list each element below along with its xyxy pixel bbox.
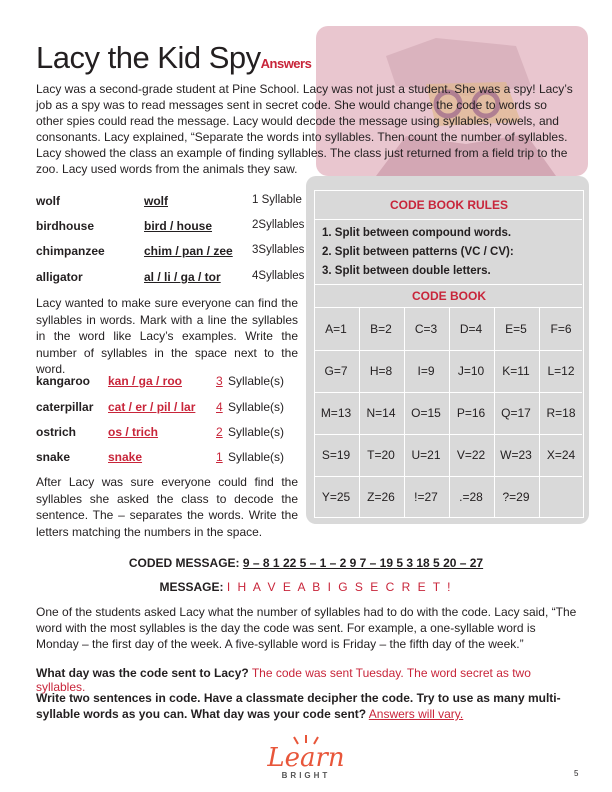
exercise-split-answer[interactable]: kan / ga / roo <box>108 374 183 388</box>
code-book-cell: Q=17 <box>501 406 531 420</box>
grid-line <box>494 308 495 518</box>
page-title <box>36 40 311 76</box>
message-answer[interactable]: I H A V E A B I G S E C R E T ! <box>226 580 453 594</box>
answers-tag: Answers <box>260 56 312 71</box>
syllable-count: 3Syllables <box>252 244 305 256</box>
exercise-word: ostrich <box>36 425 77 439</box>
syllable-count: 4Syllables <box>252 270 305 282</box>
exercise-count-answer[interactable]: 2 <box>216 425 223 439</box>
grid-line <box>449 308 450 518</box>
code-book-cell: N=14 <box>366 406 396 420</box>
message-label: MESSAGE: <box>159 580 224 594</box>
word-split: bird / house <box>144 219 213 233</box>
code-book-cell: S=19 <box>321 448 351 462</box>
coded-message-digits: 9 – 8 1 22 5 – 1 – 2 9 7 – 19 5 3 18 5 20 – 27 <box>242 556 484 570</box>
code-book-cell: I=9 <box>417 364 435 378</box>
code-book-cell: G=7 <box>324 364 348 378</box>
word-list-row <box>36 244 306 260</box>
question-2-text: Write two sentences in code. Have a classmate decipher the code. Try to use as many multi-syllable words as you can. What day was your code sent? <box>36 691 561 721</box>
question-1-answer[interactable]: The code was sent Tuesday. The word secret as two syllables. <box>36 666 531 694</box>
code-book-cell: T=20 <box>367 448 395 462</box>
code-book-cell: V=22 <box>456 448 486 462</box>
exercise-word: caterpillar <box>36 400 94 414</box>
word-list-row <box>36 270 306 286</box>
code-book-cell: M=13 <box>320 406 352 420</box>
grid-line <box>359 308 360 518</box>
grid-line <box>314 350 582 351</box>
instructions-paragraph: Lacy wanted to make sure everyone can find the syllables in words. Mark with a line the syllables in the word like Lacy’s examples. Write the number of syllables in the space next to the word. <box>36 296 298 376</box>
code-book-cell: P=16 <box>456 406 486 420</box>
exercise-unit: Syllable(s) <box>228 450 285 464</box>
rule-item: 1. Split between compound words. <box>322 227 512 239</box>
question-2 <box>36 690 580 722</box>
word: alligator <box>36 270 83 284</box>
code-book-cell: ?=29 <box>502 490 530 504</box>
word-list-row <box>36 194 306 210</box>
code-book-cell: Z=26 <box>367 490 395 504</box>
coded-message <box>0 556 612 570</box>
code-book-cell: E=5 <box>505 322 527 336</box>
exercise-unit: Syllable(s) <box>228 374 285 388</box>
code-book-cell: K=11 <box>502 364 530 378</box>
grid-line <box>314 434 582 435</box>
code-book-cell: Y=25 <box>321 490 351 504</box>
intro-paragraph: Lacy was a second-grade student at Pine School. Lacy was not just a student. She was a spy! Lacy’s job as a spy was to read messages sent in secret code. She would change the code to words so other spies could read the message. Lacy would decode the message using syllables, vowels, and consonants. Lacy explained, “Separate the words into syllables. Then count the number of syllables. Lacy showed the class an example of finding syllables. The class just returned from a field trip to the zoo. Lacy used words from the animals they saw. <box>36 82 573 176</box>
code-book-rules-title: CODE BOOK RULES <box>389 198 508 212</box>
grid-line <box>404 308 405 518</box>
grid-line <box>314 476 582 477</box>
code-book-cell: R=18 <box>546 406 576 420</box>
rule-item: 2. Split between patterns (VC / CV): <box>322 246 514 258</box>
syllable-day-paragraph: One of the students asked Lacy what the number of syllables had to do with the code. Lacy said, “The word with the most syllables is the day the code was sent. For example, a one-syllable word is Monday – the first day of the week. A five-syllable word is Friday – the fifth day of the week.” <box>36 605 577 651</box>
word-split: al / li / ga / tor <box>144 270 221 284</box>
code-book-cell: A=1 <box>325 322 347 336</box>
exercise-split-answer[interactable]: snake <box>108 450 143 464</box>
divider <box>314 219 582 220</box>
code-book-cell: L=12 <box>547 364 575 378</box>
code-book-cell: F=6 <box>550 322 572 336</box>
word-list-row <box>36 219 306 235</box>
code-book-cell: U=21 <box>411 448 441 462</box>
word: chimpanzee <box>36 244 105 258</box>
syllable-count: 1 Syllable <box>252 194 302 206</box>
exercise-word: kangaroo <box>36 374 91 388</box>
exercise-count-answer[interactable]: 3 <box>216 374 223 388</box>
code-book-cell: J=10 <box>457 364 485 378</box>
word: wolf <box>36 194 60 208</box>
rule-item: 3. Split between double letters. <box>322 265 491 277</box>
code-book-cell: .=28 <box>459 490 483 504</box>
code-book-cell: X=24 <box>546 448 576 462</box>
title-text: Lacy the Kid Spy <box>36 40 261 75</box>
question-2-answer[interactable]: Answers will vary. <box>368 707 464 721</box>
exercise-row <box>36 400 306 416</box>
exercise-count-answer[interactable]: 1 <box>216 450 223 464</box>
code-book-cell: H=8 <box>369 364 393 378</box>
code-book-cell: W=23 <box>500 448 532 462</box>
exercise-unit: Syllable(s) <box>228 400 285 414</box>
message-line <box>0 580 612 594</box>
grid-line <box>314 392 582 393</box>
divider <box>314 307 582 308</box>
code-book-cell: D=4 <box>459 322 483 336</box>
exercise-row <box>36 450 306 466</box>
page-number: 5 <box>574 769 579 778</box>
syllable-count: 2Syllables <box>252 219 305 231</box>
logo-subtext: BRIGHT <box>281 771 331 780</box>
coded-message-label: CODED MESSAGE: <box>128 556 240 570</box>
question-1-text: What day was the code sent to Lacy? <box>36 666 249 680</box>
exercise-split-answer[interactable]: cat / er / pil / lar <box>108 400 196 414</box>
code-book-cell: C=3 <box>414 322 438 336</box>
exercise-unit: Syllable(s) <box>228 425 285 439</box>
code-book-cell: !=27 <box>414 490 438 504</box>
exercise-word: snake <box>36 450 71 464</box>
word-split: chim / pan / zee <box>144 244 233 258</box>
code-book-title: CODE BOOK <box>411 289 486 303</box>
code-book-cell: B=2 <box>370 322 392 336</box>
exercise-row <box>36 374 306 390</box>
learn-bright-logo <box>256 735 356 785</box>
code-book-cell: O=15 <box>411 406 441 420</box>
decode-instructions: After Lacy was sure everyone could find the syllables she asked the class to decode the sentence. The – separates the words. Write the letters matching the numbers in the space. <box>36 475 298 539</box>
word-split: wolf <box>144 194 168 208</box>
divider <box>314 284 582 285</box>
exercise-count-answer[interactable]: 4 <box>216 400 223 414</box>
grid-line <box>539 308 540 518</box>
exercise-split-answer[interactable]: os / trich <box>108 425 159 439</box>
exercise-row <box>36 425 306 441</box>
logo-wordmark: Learn <box>267 743 345 773</box>
word: birdhouse <box>36 219 95 233</box>
